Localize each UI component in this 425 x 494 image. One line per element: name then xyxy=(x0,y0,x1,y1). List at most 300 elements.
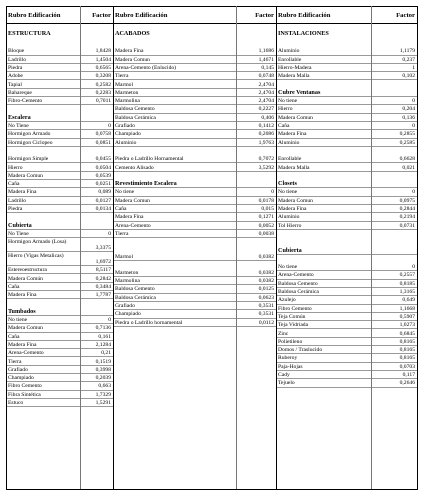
factor-value: 0,2646 xyxy=(399,380,415,387)
rubro-name: Baldosa Cerámica xyxy=(115,114,156,121)
section-heading xyxy=(6,308,113,316)
factor-value: 0,015 xyxy=(261,206,274,212)
table-row xyxy=(6,39,113,47)
column-header xyxy=(276,6,417,24)
factor-value: 0 xyxy=(412,123,415,129)
table-row xyxy=(113,56,276,64)
factor-divider xyxy=(80,6,81,490)
table-row xyxy=(113,188,276,196)
rubro-name: Baldosa Cemento xyxy=(278,280,318,287)
factor-value: 0,204 xyxy=(402,106,415,113)
factor-value: 1,6972 xyxy=(95,259,111,266)
table-row xyxy=(113,238,276,246)
table-row xyxy=(276,197,417,205)
rubro-name: Hormigon Armado (Losa) xyxy=(8,239,67,246)
factor-value: 1,1686 xyxy=(258,48,274,55)
factor-value: 0,7011 xyxy=(95,98,111,105)
column-estructura xyxy=(6,6,113,490)
column-separator xyxy=(113,6,114,490)
table-row xyxy=(6,283,113,291)
rubro-name: Piedra xyxy=(8,64,23,71)
table-row xyxy=(6,188,113,196)
table-row xyxy=(113,205,276,213)
rubro-name: Tierra xyxy=(8,358,22,365)
rubro-name: Hormigon Simple xyxy=(8,156,49,163)
rubro-name: Aluminio xyxy=(115,139,137,146)
table-row xyxy=(276,346,417,354)
table-row xyxy=(113,72,276,80)
table-row xyxy=(276,271,417,279)
factor-value: 0,0134 xyxy=(95,206,111,212)
factor-value: 0,3484 xyxy=(95,283,111,290)
rubro-name: Caña xyxy=(8,283,20,290)
rubro-name: Caña xyxy=(115,206,127,212)
factor-value: 0,145 xyxy=(261,64,274,71)
rubro-name: Arena-Cemento xyxy=(8,350,44,357)
table-row xyxy=(113,302,276,310)
factor-value: 1,4671 xyxy=(258,56,274,63)
rubro-name: Madera Fina xyxy=(8,189,37,196)
factor-value: 1,1668 xyxy=(399,305,415,312)
rubro-name: Tumbados xyxy=(8,307,36,315)
rubro-name: Fibra Sintética xyxy=(8,391,41,398)
table-row xyxy=(113,294,276,302)
rubro-name: Madera Fina xyxy=(8,292,37,299)
factor-value: 0,8165 xyxy=(399,338,415,345)
table-row xyxy=(113,277,276,285)
table-row xyxy=(113,122,276,130)
factor-value: 1,7787 xyxy=(95,292,111,299)
section-heading xyxy=(276,247,417,255)
rubro-name: Champiado xyxy=(8,375,34,382)
table-row xyxy=(113,155,276,163)
rubro-name: Madera Fina xyxy=(115,214,144,221)
table-row xyxy=(113,319,276,327)
rubro-name: Hormigon Ciclopeo xyxy=(8,139,53,146)
table-row xyxy=(6,105,113,113)
rubro-name: Piedra o Ladrillo Hornamental xyxy=(115,156,184,163)
factor-value: 0,136 xyxy=(402,114,415,121)
rubro-name: Champiado xyxy=(115,311,141,318)
factor-value: 0,3531 xyxy=(258,311,274,318)
rubro-name: Madera Comun xyxy=(8,172,43,179)
rubro-name: No tiene xyxy=(8,317,28,323)
rubro-name: Hierro-Madera xyxy=(278,64,312,71)
table-row xyxy=(113,213,276,221)
factor-value: 0 xyxy=(108,123,111,129)
table-row xyxy=(276,371,417,379)
table-row xyxy=(276,205,417,213)
section-heading xyxy=(6,114,113,122)
table-row xyxy=(6,266,113,274)
table-row xyxy=(6,89,113,97)
table-row xyxy=(6,155,113,163)
table-row xyxy=(6,252,113,266)
rubro-name: Hierro (Vigas Metalicas) xyxy=(8,253,64,260)
rubro-name: Cubierta xyxy=(8,221,32,229)
rubro-name: Grafiado xyxy=(8,366,28,373)
table-row xyxy=(113,197,276,205)
table-row xyxy=(6,147,113,155)
rubro-name: Hormigon Armado xyxy=(8,131,51,138)
factor-value: 0,8185 xyxy=(399,280,415,287)
rubro-name: Piedra xyxy=(8,206,23,212)
factor-value: 0,0125 xyxy=(258,286,274,293)
table-row xyxy=(276,172,417,180)
table-row xyxy=(6,316,113,324)
factor-value: 0,021 xyxy=(402,164,415,171)
factor-value: 0,21 xyxy=(101,350,111,357)
table-row xyxy=(276,354,417,362)
rubro-name: Cady xyxy=(278,372,290,378)
rubro-name: Enrollable xyxy=(278,156,302,163)
factor-value: 2,4704 xyxy=(258,98,274,105)
rubro-name: Madera Comun xyxy=(8,325,43,332)
table-row xyxy=(276,280,417,288)
rubro-name: Cubre Ventanas xyxy=(278,88,321,96)
table-row xyxy=(276,363,417,371)
table-row xyxy=(6,72,113,80)
table-row xyxy=(6,130,113,138)
table-row xyxy=(113,261,276,269)
factor-value: 0,0703 xyxy=(399,363,415,370)
rubro-name: Madera Fina xyxy=(278,131,307,138)
table-row xyxy=(276,255,417,263)
factor-value: 0 xyxy=(412,264,415,271)
table-row xyxy=(113,164,276,172)
rubro-name: Marmol xyxy=(115,253,134,260)
rubro-name: Aluminio xyxy=(278,214,300,221)
factor-header: Factor xyxy=(255,12,274,19)
table-row xyxy=(113,47,276,55)
rubro-name: Cemento Alisado xyxy=(115,164,154,171)
factor-value: 0,102 xyxy=(402,73,415,80)
rubro-name: ACABADOS xyxy=(115,30,150,37)
rubro-name: No Tiene xyxy=(8,123,29,129)
table-row xyxy=(6,197,113,205)
factor-value: 0,2585 xyxy=(399,139,415,146)
factor-value: 0,0504 xyxy=(95,164,111,171)
table-row xyxy=(113,114,276,122)
factor-value: 0,161 xyxy=(98,333,111,340)
rubro-name: Ruberoy xyxy=(278,355,298,362)
table-row xyxy=(6,213,113,221)
table-row xyxy=(6,97,113,105)
factor-value: 0,0251 xyxy=(95,181,111,188)
rubro-name: Marmeton xyxy=(115,89,139,96)
column-instalaciones xyxy=(276,6,417,490)
table-row xyxy=(6,333,113,341)
factor-header: Factor xyxy=(92,12,111,19)
factor-value: 0,2227 xyxy=(258,106,274,113)
table-row xyxy=(276,222,417,230)
rubro-name: Zinc xyxy=(278,330,289,337)
table-row xyxy=(6,180,113,188)
rubro-name: Madera Comun xyxy=(115,56,150,63)
rubro-name: Marmolina xyxy=(115,98,140,105)
rubro-name: Aluminio xyxy=(278,48,300,55)
factor-value: 2,1284 xyxy=(95,341,111,348)
table-row xyxy=(113,310,276,318)
table-row xyxy=(113,39,276,47)
factor-value: 0,2844 xyxy=(399,206,415,212)
table-row xyxy=(276,139,417,147)
factor-value: 1,1179 xyxy=(399,48,415,55)
table-row xyxy=(113,172,276,180)
table-row xyxy=(113,105,276,113)
rubro-name: Hierro xyxy=(8,164,23,171)
table-row xyxy=(6,275,113,283)
rubro-name: Teja Común xyxy=(278,313,306,320)
column-header xyxy=(6,6,113,24)
table-border-right xyxy=(417,6,418,490)
section-title xyxy=(276,23,417,39)
rubro-name: No tiene xyxy=(278,189,298,196)
table-row xyxy=(113,64,276,72)
rubro-name: Domos / Traslucido xyxy=(278,347,323,354)
table-row xyxy=(113,89,276,97)
factor-value: 0,2039 xyxy=(95,375,111,382)
table-row xyxy=(6,122,113,130)
table-row xyxy=(113,81,276,89)
rubro-name: Baldosa Cemento xyxy=(115,286,155,293)
table-row xyxy=(276,64,417,72)
table-border-bottom xyxy=(6,489,417,490)
rubro-name: No tiene xyxy=(278,264,298,271)
table-row xyxy=(113,130,276,138)
table-row xyxy=(6,382,113,390)
factor-value: 0,2842 xyxy=(95,275,111,282)
factor-value: 0,1519 xyxy=(95,358,111,365)
rubro-name: Aluminio xyxy=(278,139,300,146)
factor-value: 0,2283 xyxy=(95,89,111,96)
table-row xyxy=(6,399,113,407)
rubro-name: Piedra o Ladrillo hornamental xyxy=(115,319,183,326)
factor-value: 0,0975 xyxy=(399,197,415,204)
table-row xyxy=(113,139,276,147)
table-row xyxy=(276,39,417,47)
factor-value: 0,8165 xyxy=(399,355,415,362)
factor-value: 0,663 xyxy=(98,383,111,390)
table-row xyxy=(6,238,113,252)
table-row xyxy=(6,366,113,374)
factor-value: 1,4504 xyxy=(95,56,111,63)
factor-value: 0 xyxy=(108,230,111,237)
rubro-name: Champiado xyxy=(115,131,141,138)
rubro-name: Caña xyxy=(8,181,20,188)
rubro-header: Rubro Edificación xyxy=(8,12,61,19)
rubro-name: Madera Común xyxy=(8,275,43,282)
table-row xyxy=(6,47,113,55)
table-row xyxy=(276,188,417,196)
factor-value: 8,5117 xyxy=(95,267,111,274)
factor-value: 0,0623 xyxy=(258,294,274,301)
rubro-name: Estereoestructura xyxy=(8,267,47,274)
table-row xyxy=(276,238,417,246)
rubro-name: ESTRUCTURA xyxy=(8,30,51,37)
factor-value: 0,0455 xyxy=(95,156,111,163)
table-row xyxy=(276,313,417,321)
section-heading xyxy=(6,222,113,230)
rubro-name: Revestimiento Escalera xyxy=(115,180,177,188)
rubro-name: Madera Malla xyxy=(278,73,310,80)
rubro-name: Tejuelo xyxy=(278,380,295,387)
rubro-name: Ladrillo xyxy=(8,56,27,63)
factor-value: 1 xyxy=(412,64,415,71)
table-row xyxy=(6,139,113,147)
table-row xyxy=(6,64,113,72)
factor-value: 3,3375 xyxy=(95,245,111,252)
rubro-name: Azulejo xyxy=(278,297,296,304)
table-border-left xyxy=(6,6,7,490)
factor-value: 0,2582 xyxy=(95,81,111,88)
factor-value: 0,0758 xyxy=(95,131,111,138)
rubro-name: Madera Malla xyxy=(278,164,310,171)
rubro-name: Arena-Cemento xyxy=(115,222,151,229)
rubro-name: No tiene xyxy=(115,189,135,196)
rubro-name: Madera Comun xyxy=(115,197,150,204)
table-row xyxy=(276,305,417,313)
factor-divider xyxy=(371,6,372,490)
table-row xyxy=(6,230,113,238)
rubro-name: Arena-Cemento (Enlucido) xyxy=(115,64,177,71)
factor-value: 0,117 xyxy=(402,372,415,378)
factor-value: 0,6628 xyxy=(399,156,415,163)
rubro-name: Enrollable xyxy=(278,56,302,63)
rubro-name: Marmeton xyxy=(115,269,139,276)
rubro-name: INSTALACIONES xyxy=(278,30,329,37)
rubro-name: Closets xyxy=(278,180,297,188)
factor-value: 0,6845 xyxy=(399,330,415,337)
rubro-name: Ladrillo xyxy=(8,197,27,204)
factor-value: 0,2557 xyxy=(399,272,415,279)
factor-value: 0,237 xyxy=(402,56,415,63)
rubro-name: Tierra xyxy=(115,73,129,80)
factor-value: 2,4704 xyxy=(258,81,274,88)
factor-value: 0 xyxy=(412,98,415,105)
table-row xyxy=(276,296,417,304)
section-heading xyxy=(113,180,276,188)
factor-value: 0,6565 xyxy=(95,64,111,71)
factor-value: 0,0731 xyxy=(399,222,415,229)
table-row xyxy=(6,358,113,366)
table-row xyxy=(276,164,417,172)
section-heading xyxy=(276,89,417,97)
factor-value: 0,3531 xyxy=(258,303,274,309)
table-row xyxy=(113,222,276,230)
table-row xyxy=(6,349,113,357)
table-row xyxy=(276,338,417,346)
section-title xyxy=(113,23,276,39)
rubro-name: No Tiene xyxy=(8,230,29,237)
table-row xyxy=(276,288,417,296)
factor-value: 0,8165 xyxy=(399,347,415,354)
factor-value: 0,0851 xyxy=(95,139,111,146)
rubro-name: Arena-Cemento xyxy=(278,272,314,279)
column-acabados xyxy=(113,6,276,490)
rubro-name: Baldosa Cerámica xyxy=(115,294,156,301)
factor-value: 0,3998 xyxy=(95,366,111,373)
rubro-name: Fibro-Cemento xyxy=(8,98,43,105)
table-row xyxy=(6,172,113,180)
rubro-name: Madera Fina xyxy=(278,206,307,212)
factor-value: 0 xyxy=(271,189,274,196)
column-header xyxy=(113,6,276,24)
section-heading xyxy=(276,180,417,188)
table-row xyxy=(6,164,113,172)
factor-value: 0,2855 xyxy=(399,131,415,138)
rubro-header: Rubro Edificación xyxy=(115,12,168,19)
table-row xyxy=(276,147,417,155)
rubro-name: Teja Vidriada xyxy=(278,322,309,329)
rubro-name: No tiene xyxy=(278,98,298,105)
rubro-name: Tierra xyxy=(115,230,129,237)
table-row xyxy=(276,47,417,55)
rubro-name: Caña xyxy=(278,123,290,129)
rubro-name: Madera Comun xyxy=(278,114,313,121)
factor-value: 0,0038 xyxy=(258,230,274,237)
factor-value: 1,0273 xyxy=(399,322,415,329)
rubro-name: Estuco xyxy=(8,400,24,406)
table-row xyxy=(6,56,113,64)
table-row xyxy=(113,230,276,238)
factor-value: 1,9763 xyxy=(258,139,274,146)
rubro-name: Madera Fina xyxy=(8,341,37,348)
rubro-name: Cubierta xyxy=(278,246,302,254)
table-row xyxy=(276,130,417,138)
table-row xyxy=(276,213,417,221)
factor-divider xyxy=(236,6,237,490)
table-row xyxy=(276,114,417,122)
factor-value: 0,0382 xyxy=(258,253,274,260)
rubro-header: Rubro Edificación xyxy=(278,12,331,19)
rubro-name: Paja-Hojas xyxy=(278,363,303,370)
factor-value: 0 xyxy=(412,189,415,196)
rubro-name: Escalera xyxy=(8,113,31,121)
factor-value: 0,649 xyxy=(402,297,415,304)
rubro-name: Hierro xyxy=(278,106,293,113)
table-row xyxy=(276,122,417,130)
table-row xyxy=(276,155,417,163)
rubro-name: Adobe xyxy=(8,73,23,80)
table-row xyxy=(276,263,417,271)
rubro-name: Bahareque xyxy=(8,89,32,96)
factor-header: Factor xyxy=(396,12,415,19)
factor-value: 0,0052 xyxy=(258,222,274,229)
table-row xyxy=(113,269,276,277)
factor-value: 0,5907 xyxy=(399,313,415,320)
table-row xyxy=(6,205,113,213)
factor-value: 0,0127 xyxy=(95,197,111,204)
factor-value: 0,7136 xyxy=(95,325,111,332)
table-row xyxy=(276,230,417,238)
rubro-name: Baldosa Cemento xyxy=(115,106,155,113)
table-row xyxy=(6,291,113,299)
factor-value: 0,0178 xyxy=(258,197,274,204)
factor-value: 3,5292 xyxy=(258,164,274,171)
table-row xyxy=(113,285,276,293)
factor-value: 1,7329 xyxy=(95,391,111,398)
factor-value: 0,2194 xyxy=(399,214,415,221)
table-row xyxy=(276,330,417,338)
factor-value: 0,089 xyxy=(98,189,111,196)
factor-value: 0,0748 xyxy=(258,73,274,80)
rubro-name: Marmol xyxy=(115,81,134,88)
rubro-name: Polietileno xyxy=(278,338,303,345)
table-row xyxy=(6,324,113,332)
rubro-name: Tol Hierro xyxy=(278,222,302,229)
rubro-name: Bloque xyxy=(8,48,25,55)
